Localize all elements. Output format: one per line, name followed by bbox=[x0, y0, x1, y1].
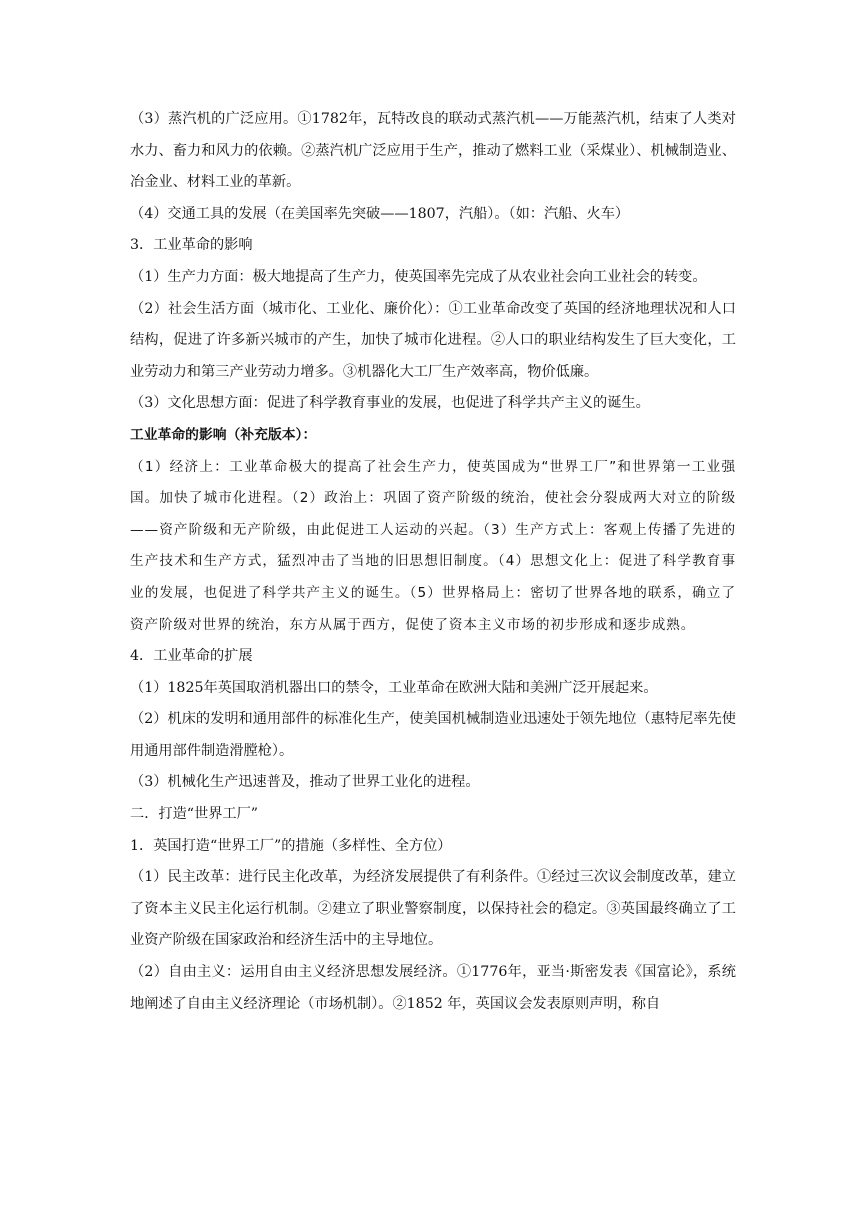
heading-expansion: 4．工业革命的扩展 bbox=[130, 648, 253, 665]
paragraph-social-life: （2）社会生活方面（城市化、工业化、廉价化）：①工业革命改变了英国的经济地理状况和人口结构，促进了许多新兴城市的产生，加快了城市化进程。②人口的职业结构发生了巨大变化，工业劳动力和第三产业劳动力增多。③机器化大工厂生产效率高，物价低廉。 bbox=[130, 300, 736, 380]
paragraph-liberalism: （2）自由主义：运用自由主义经济思想发展经济。①1776年，亚当·斯密发表《国富论》，系统地阐述了自由主义经济理论（市场机制）。②1852 年，英国议会发表原则声明，称自 bbox=[130, 964, 736, 1012]
heading-impact-supplement: 工业革命的影响（补充版本）： bbox=[130, 426, 317, 443]
document-page bbox=[130, 104, 736, 1020]
paragraph-steam-engine: （3）蒸汽机的广泛应用。①1782年，瓦特改良的联动式蒸汽机——万能蒸汽机，结束了人类对水力、畜力和风力的依赖。②蒸汽机广泛应用于生产，推动了燃料工业（采煤业）、机械制造业、冶金业、材料工业的革新。 bbox=[130, 111, 736, 191]
paragraph-productivity: （1）生产力方面：极大地提高了生产力，使英国率先完成了从农业社会向工业社会的转变。 bbox=[130, 268, 707, 285]
paragraph-expansion-3: （3）机械化生产迅速普及，推动了世界工业化的进程。 bbox=[130, 774, 480, 791]
heading-impact: 3．工业革命的影响 bbox=[130, 237, 253, 254]
paragraph-transport: （4）交通工具的发展（在美国率先突破——1807，汽船）。（如：汽船、火车） bbox=[130, 205, 630, 222]
heading-measures: 1．英国打造“世界工厂”的措施（多样性、全方位） bbox=[130, 837, 452, 854]
paragraph-democratic-reform: （1）民主改革：进行民主化改革，为经济发展提供了有利条件。①经过三次议会制度改革，建立了资本主义民主化运行机制。②建立了职业警察制度，以保持社会的稳定。③英国最终确立了工业资产阶级在国家政治和经济生活中的主导地位。 bbox=[130, 869, 736, 949]
paragraph-expansion-1: （1）1825年英国取消机器出口的禁令，工业革命在欧洲大陆和美洲广泛开展起来。 bbox=[130, 679, 658, 696]
paragraph-impact-supplement: （1）经济上：工业革命极大的提高了社会生产力，使英国成为“世界工厂”和世界第一工业强国。加快了城市化进程。（2）政治上：巩固了资产阶级的统治，使社会分裂成两大对立的阶级——资产阶级和无产阶级，由此促进工人运动的兴起。（3）生产方式上：客观上传播了先进的生产技术和生产方式，猛烈冲击了当地的旧思想旧制度。（4）思想文化上：促进了科学教育事业的发展，也促进了科学共产主义的诞生。（5）世界格局上：密切了世界各地的联系，确立了资产阶级对世界的统治，东方从属于西方，促使了资本主义市场的初步形成和逐步成熟。 bbox=[130, 458, 736, 633]
paragraph-culture: （3）文化思想方面：促进了科学教育事业的发展，也促进了科学共产主义的诞生。 bbox=[130, 395, 650, 412]
paragraph-expansion-2: （2）机床的发明和通用部件的标准化生产，使美国机械制造业迅速处于领先地位（惠特尼率先使用通用部件制造滑膛枪）。 bbox=[130, 711, 736, 759]
heading-world-factory: 二．打造“世界工厂” bbox=[130, 806, 259, 823]
